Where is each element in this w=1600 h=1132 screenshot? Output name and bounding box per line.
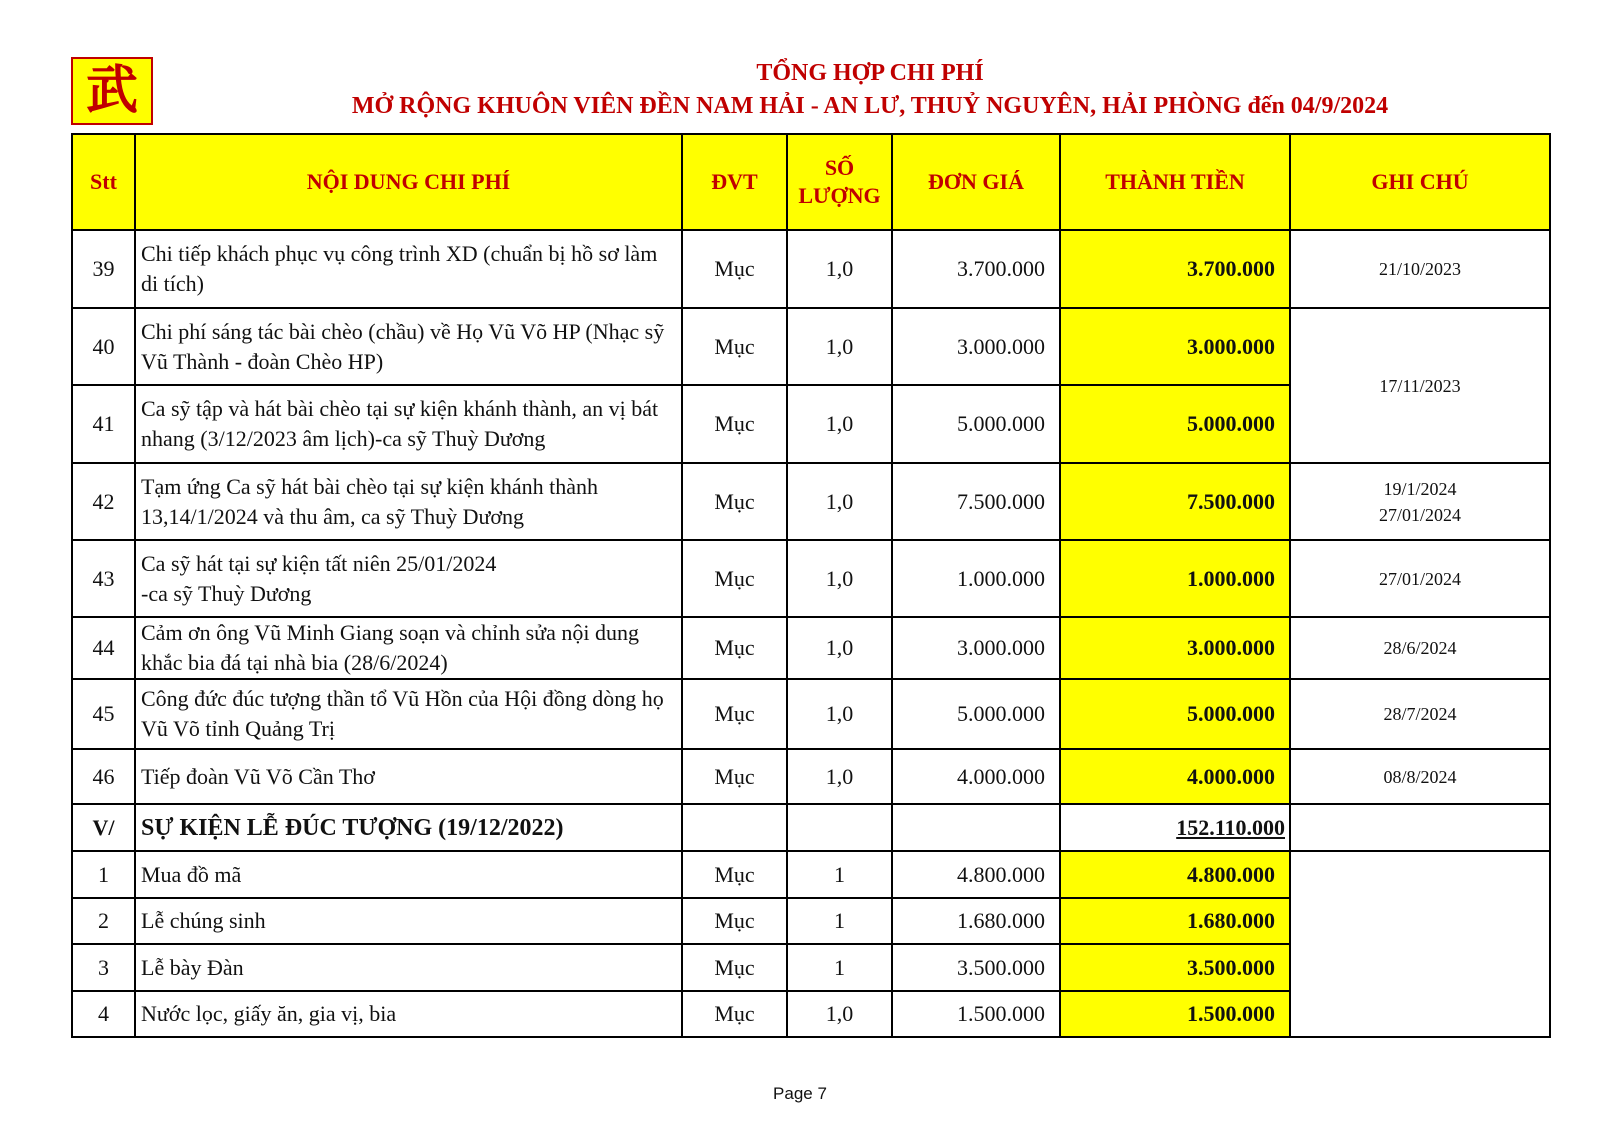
- page-number: Page 7: [773, 1084, 827, 1103]
- logo-glyph: 武: [85, 60, 138, 121]
- cell-stt: 44: [72, 617, 135, 679]
- cell-price: 1.000.000: [892, 540, 1060, 617]
- cell-stt: 46: [72, 749, 135, 804]
- cell-desc: Mua đồ mã: [135, 851, 682, 898]
- cell-stt: 40: [72, 308, 135, 385]
- desc-line: Ca sỹ hát tại sự kiện tất niên 25/01/2024: [141, 550, 497, 576]
- cell-unit: Mục: [682, 463, 787, 540]
- cell-stt: 2: [72, 898, 135, 944]
- col-header-qty: [787, 134, 892, 230]
- table-row: [72, 749, 1550, 804]
- cell-price: 4.000.000: [892, 749, 1060, 804]
- cell-unit: Mục: [682, 540, 787, 617]
- col-header-stt: Stt: [72, 134, 135, 230]
- cell-qty: 1,0: [787, 679, 892, 749]
- cell-qty: 1,0: [787, 230, 892, 308]
- cell-unit: Mục: [682, 617, 787, 679]
- cell-qty: 1,0: [787, 385, 892, 463]
- cell-qty: 1,0: [787, 540, 892, 617]
- cell-qty: 1,0: [787, 308, 892, 385]
- cell-total: 3.700.000: [1060, 230, 1290, 308]
- cell-unit: Mục: [682, 308, 787, 385]
- cell-empty: [682, 804, 787, 851]
- cell-desc: Chi tiếp khách phục vụ công trình XD (chuẩn bị hồ sơ làm di tích): [135, 230, 682, 308]
- cell-total: 1.680.000: [1060, 898, 1290, 944]
- cell-qty: 1: [787, 898, 892, 944]
- cell-desc: Công đức đúc tượng thần tổ Vũ Hồn của Hội đồng dòng họ Vũ Võ tỉnh Quảng Trị: [135, 679, 682, 749]
- logo: [71, 57, 153, 125]
- cell-note: 27/01/2024: [1290, 540, 1550, 617]
- note-line: 27/01/2024: [1378, 504, 1461, 525]
- cell-price: 1.680.000: [892, 898, 1060, 944]
- table-row: [72, 851, 1550, 898]
- cell-qty: 1: [787, 851, 892, 898]
- cell-desc: Cảm ơn ông Vũ Minh Giang soạn và chỉnh sửa nội dung khắc bia đá tại nhà bia (28/6/2024): [135, 617, 682, 679]
- cell-total: 3.500.000: [1060, 944, 1290, 991]
- cell-stt: 41: [72, 385, 135, 463]
- cell-desc: Tiếp đoàn Vũ Võ Cần Thơ: [135, 749, 682, 804]
- doc-subtitle: MỞ RỘNG KHUÔN VIÊN ĐỀN NAM HẢI - AN LƯ, THUỶ NGUYÊN, HẢI PHÒNG đến 04/9/2024: [351, 93, 1389, 119]
- cell-desc: Nước lọc, giấy ăn, gia vị, bia: [135, 991, 682, 1037]
- cell-unit: Mục: [682, 944, 787, 991]
- note-line: 19/1/2024: [1383, 478, 1457, 499]
- cell-note: 28/6/2024: [1290, 617, 1550, 679]
- table-row: [72, 308, 1550, 385]
- cell-stt: 3: [72, 944, 135, 991]
- cell-total: 1.500.000: [1060, 991, 1290, 1037]
- cell-unit: Mục: [682, 385, 787, 463]
- cell-qty: 1,0: [787, 991, 892, 1037]
- cell-total: 3.000.000: [1060, 617, 1290, 679]
- cell-stt: 43: [72, 540, 135, 617]
- cell-stt: 45: [72, 679, 135, 749]
- cell-unit: Mục: [682, 898, 787, 944]
- cell-total: 4.800.000: [1060, 851, 1290, 898]
- cell-total: 4.000.000: [1060, 749, 1290, 804]
- cell-note: 08/8/2024: [1290, 749, 1550, 804]
- cell-desc: Tạm ứng Ca sỹ hát bài chèo tại sự kiện khánh thành 13,14/1/2024 và thu âm, ca sỹ Thuỳ Dương: [135, 463, 682, 540]
- cell-note: [1290, 463, 1550, 540]
- cell-qty: 1,0: [787, 617, 892, 679]
- cell-unit: Mục: [682, 230, 787, 308]
- cell-desc: Lễ chúng sinh: [135, 898, 682, 944]
- cell-desc: Lễ bày Đàn: [135, 944, 682, 991]
- section-row: [72, 804, 1550, 851]
- col-header-qty-label: SỐ LƯỢNG: [798, 155, 881, 208]
- section-total: 152.110.000: [1060, 804, 1290, 851]
- table-row: [72, 540, 1550, 617]
- table-row: [72, 230, 1550, 308]
- cell-total: 5.000.000: [1060, 679, 1290, 749]
- cell-desc: Ca sỹ tập và hát bài chèo tại sự kiện khánh thành, an vị bát nhang (3/12/2023 âm lịch)-ca sỹ Thuỳ Dương: [135, 385, 682, 463]
- cell-qty: 1: [787, 944, 892, 991]
- section-title: SỰ KIỆN LỄ ĐÚC TƯỢNG (19/12/2022): [135, 804, 682, 851]
- cell-total: 3.000.000: [1060, 308, 1290, 385]
- cell-desc: [135, 540, 682, 617]
- cell-price: 1.500.000: [892, 991, 1060, 1037]
- cell-stt: 42: [72, 463, 135, 540]
- table-row: [72, 617, 1550, 679]
- cell-price: 3.700.000: [892, 230, 1060, 308]
- col-header-desc: NỘI DUNG CHI PHÍ: [135, 134, 682, 230]
- cell-stt: 39: [72, 230, 135, 308]
- cell-empty: [1290, 804, 1550, 851]
- cell-note: 21/10/2023: [1290, 230, 1550, 308]
- table-row: [72, 463, 1550, 540]
- cell-stt: 1: [72, 851, 135, 898]
- section-stt: V/: [72, 804, 135, 851]
- cell-unit: Mục: [682, 749, 787, 804]
- cell-unit: Mục: [682, 991, 787, 1037]
- doc-title: TỔNG HỢP CHI PHÍ: [756, 60, 984, 86]
- col-header-unit: ĐVT: [682, 134, 787, 230]
- cell-total: 1.000.000: [1060, 540, 1290, 617]
- table-header-row: [72, 134, 1550, 230]
- cell-total: 7.500.000: [1060, 463, 1290, 540]
- cost-table: [71, 133, 1551, 1038]
- col-header-note: GHI CHÚ: [1290, 134, 1550, 230]
- col-header-price: ĐƠN GIÁ: [892, 134, 1060, 230]
- cell-empty: [892, 804, 1060, 851]
- cell-price: 3.500.000: [892, 944, 1060, 991]
- cell-qty: 1,0: [787, 463, 892, 540]
- cell-empty: [787, 804, 892, 851]
- cell-total: 5.000.000: [1060, 385, 1290, 463]
- cell-note: [1290, 851, 1550, 1037]
- cell-price: 3.000.000: [892, 308, 1060, 385]
- cell-unit: Mục: [682, 679, 787, 749]
- cell-price: 7.500.000: [892, 463, 1060, 540]
- cell-stt: 4: [72, 991, 135, 1037]
- table-row: [72, 679, 1550, 749]
- cell-price: 4.800.000: [892, 851, 1060, 898]
- cell-price: 5.000.000: [892, 385, 1060, 463]
- col-header-total: THÀNH TIỀN: [1060, 134, 1290, 230]
- cell-note: 17/11/2023: [1290, 308, 1550, 463]
- cell-qty: 1,0: [787, 749, 892, 804]
- cell-note: 28/7/2024: [1290, 679, 1550, 749]
- desc-line: -ca sỹ Thuỳ Dương: [141, 580, 312, 606]
- cell-desc: Chi phí sáng tác bài chèo (chầu) về Họ Vũ Võ HP (Nhạc sỹ Vũ Thành - đoàn Chèo HP): [135, 308, 682, 385]
- cell-unit: Mục: [682, 851, 787, 898]
- cell-price: 3.000.000: [892, 617, 1060, 679]
- cell-price: 5.000.000: [892, 679, 1060, 749]
